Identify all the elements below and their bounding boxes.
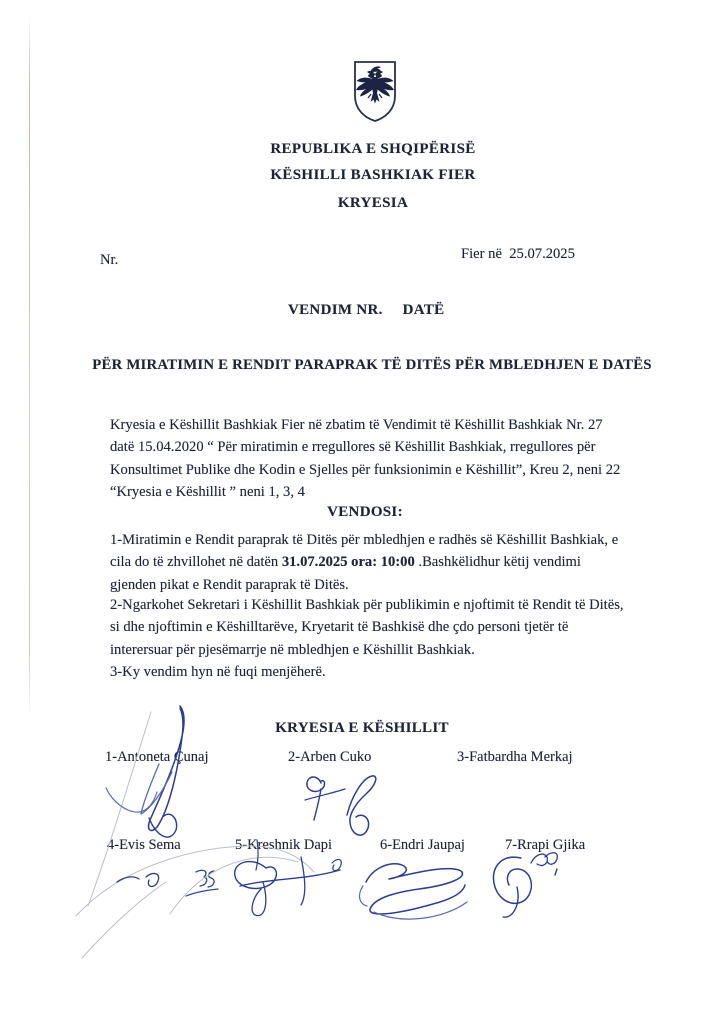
albania-eagle-emblem	[351, 58, 399, 124]
signature-stroke	[88, 712, 151, 906]
vendosi-heading: VENDOSI:	[327, 504, 403, 520]
point-2-text: 2-Ngarkohet Sekretari i Këshillit Bashkiak për publikimin e njoftimit të Rendit të Ditës, si dhe njoftimin e Këshilltarëve, Kryetarit të Bashkisë dhe çdo personi tjetër të interersuar për pjesëmarrje në mbledhjen e Këshillit Bashkiak.	[110, 597, 624, 658]
signer-evis-sema: 4-Evis Sema	[107, 837, 181, 853]
signer-antoneta-cunaj: 1-Antoneta Çunaj	[105, 749, 209, 765]
point-3	[110, 661, 628, 683]
decision-line	[288, 299, 444, 321]
signature-stroke	[307, 777, 325, 791]
signature-stroke	[82, 882, 166, 958]
signature-stroke	[106, 788, 157, 812]
signature-stroke	[186, 889, 218, 896]
signature-stroke	[117, 877, 139, 882]
signatures-heading: KRYESIA E KËSHILLIT	[275, 720, 449, 736]
signature-stroke	[301, 857, 305, 905]
signature-stroke	[146, 874, 159, 887]
point-1-datetime: 31.07.2025 ora: 10:00	[281, 554, 415, 571]
signature-stroke	[170, 857, 298, 914]
signature-stroke	[252, 882, 266, 916]
signature-stroke	[493, 857, 531, 903]
signer-endri-jaupaj: 6-Endri Jaupaj	[380, 837, 465, 853]
point-1-text-after: .Bashkëlidhur këtij vendimi gjenden pikat e Rendit paraprak të Ditës.	[110, 554, 581, 593]
signer-rrapi-gjika: 7-Rrapi Gjika	[505, 837, 586, 853]
document-number-label: Nr.	[100, 252, 119, 268]
header-kryesia: KRYESIA	[337, 195, 409, 211]
document-title: PËR MIRATIMIN E RENDIT PARAPRAK TË DITËS PËR MBLEDHJEN E DATËS	[92, 357, 652, 373]
place-date: Fier në 25.07.2025	[461, 246, 575, 262]
header-republic: REPUBLIKA E SHQIPËRISË	[270, 141, 476, 157]
signature-rrapi-gjika	[493, 853, 557, 917]
signature-stroke	[555, 869, 557, 875]
signature-stroke	[76, 846, 314, 916]
header-council: KËSHILLI BASHKIAK FIER	[270, 167, 476, 183]
signature-stroke	[366, 864, 465, 914]
signature-stroke	[240, 870, 340, 886]
signature-stroke	[374, 902, 467, 919]
preamble-paragraph: Kryesia e Këshillit Bashkiak Fier në zbatim të Vendimit të Këshillit Bashkiak Nr. 27 datë 15.04.2020 “ Për miratimin e rregullores së Këshillit Bashkiak, rregullores për Konsultimet Publike dhe Kodin e Sjelles për funksionimin e Këshillit”, Kreu 2, neni 22 “Kryesia e Këshillit ” neni 1, 3, 4	[110, 417, 621, 501]
signature-stroke	[347, 776, 376, 835]
signature-stroke	[235, 862, 277, 889]
point-3-text: 3-Ky vendim hyn në fuqi menjëherë.	[110, 664, 326, 680]
signature-stroke	[141, 764, 172, 814]
signature-stroke	[503, 887, 518, 917]
signer-fatbardha-merkaj: 3-Fatbardha Merkaj	[457, 749, 573, 765]
signature-stroke	[305, 789, 345, 800]
signer-kreshnik-dapi: 5-Kreshnik Dapi	[235, 837, 333, 853]
eagle-shield-icon	[351, 58, 399, 124]
signature-stroke	[208, 871, 214, 887]
signature-endri-jaupaj	[360, 864, 467, 919]
point-1	[110, 529, 628, 596]
point-1-text: 1-Miratimin e Rendit paraprak të Ditës për mbledhjen e radhës së Këshillit Bashkiak, e cila do të zhvillohet në datën	[110, 532, 619, 571]
signature-stroke	[332, 860, 341, 871]
signature-evis-sema	[76, 846, 314, 958]
signature-arben-cuko	[305, 776, 376, 835]
signature-stroke	[196, 870, 207, 886]
decision-number-label: VENDIM NR.	[288, 302, 383, 318]
decision-date-label: DATË	[402, 302, 445, 318]
signature-stroke	[360, 886, 367, 906]
point-2	[110, 594, 628, 661]
eagle-body	[372, 77, 378, 93]
signer-arben-cuko: 2-Arben Cuko	[288, 749, 372, 765]
signature-stroke	[314, 789, 321, 820]
